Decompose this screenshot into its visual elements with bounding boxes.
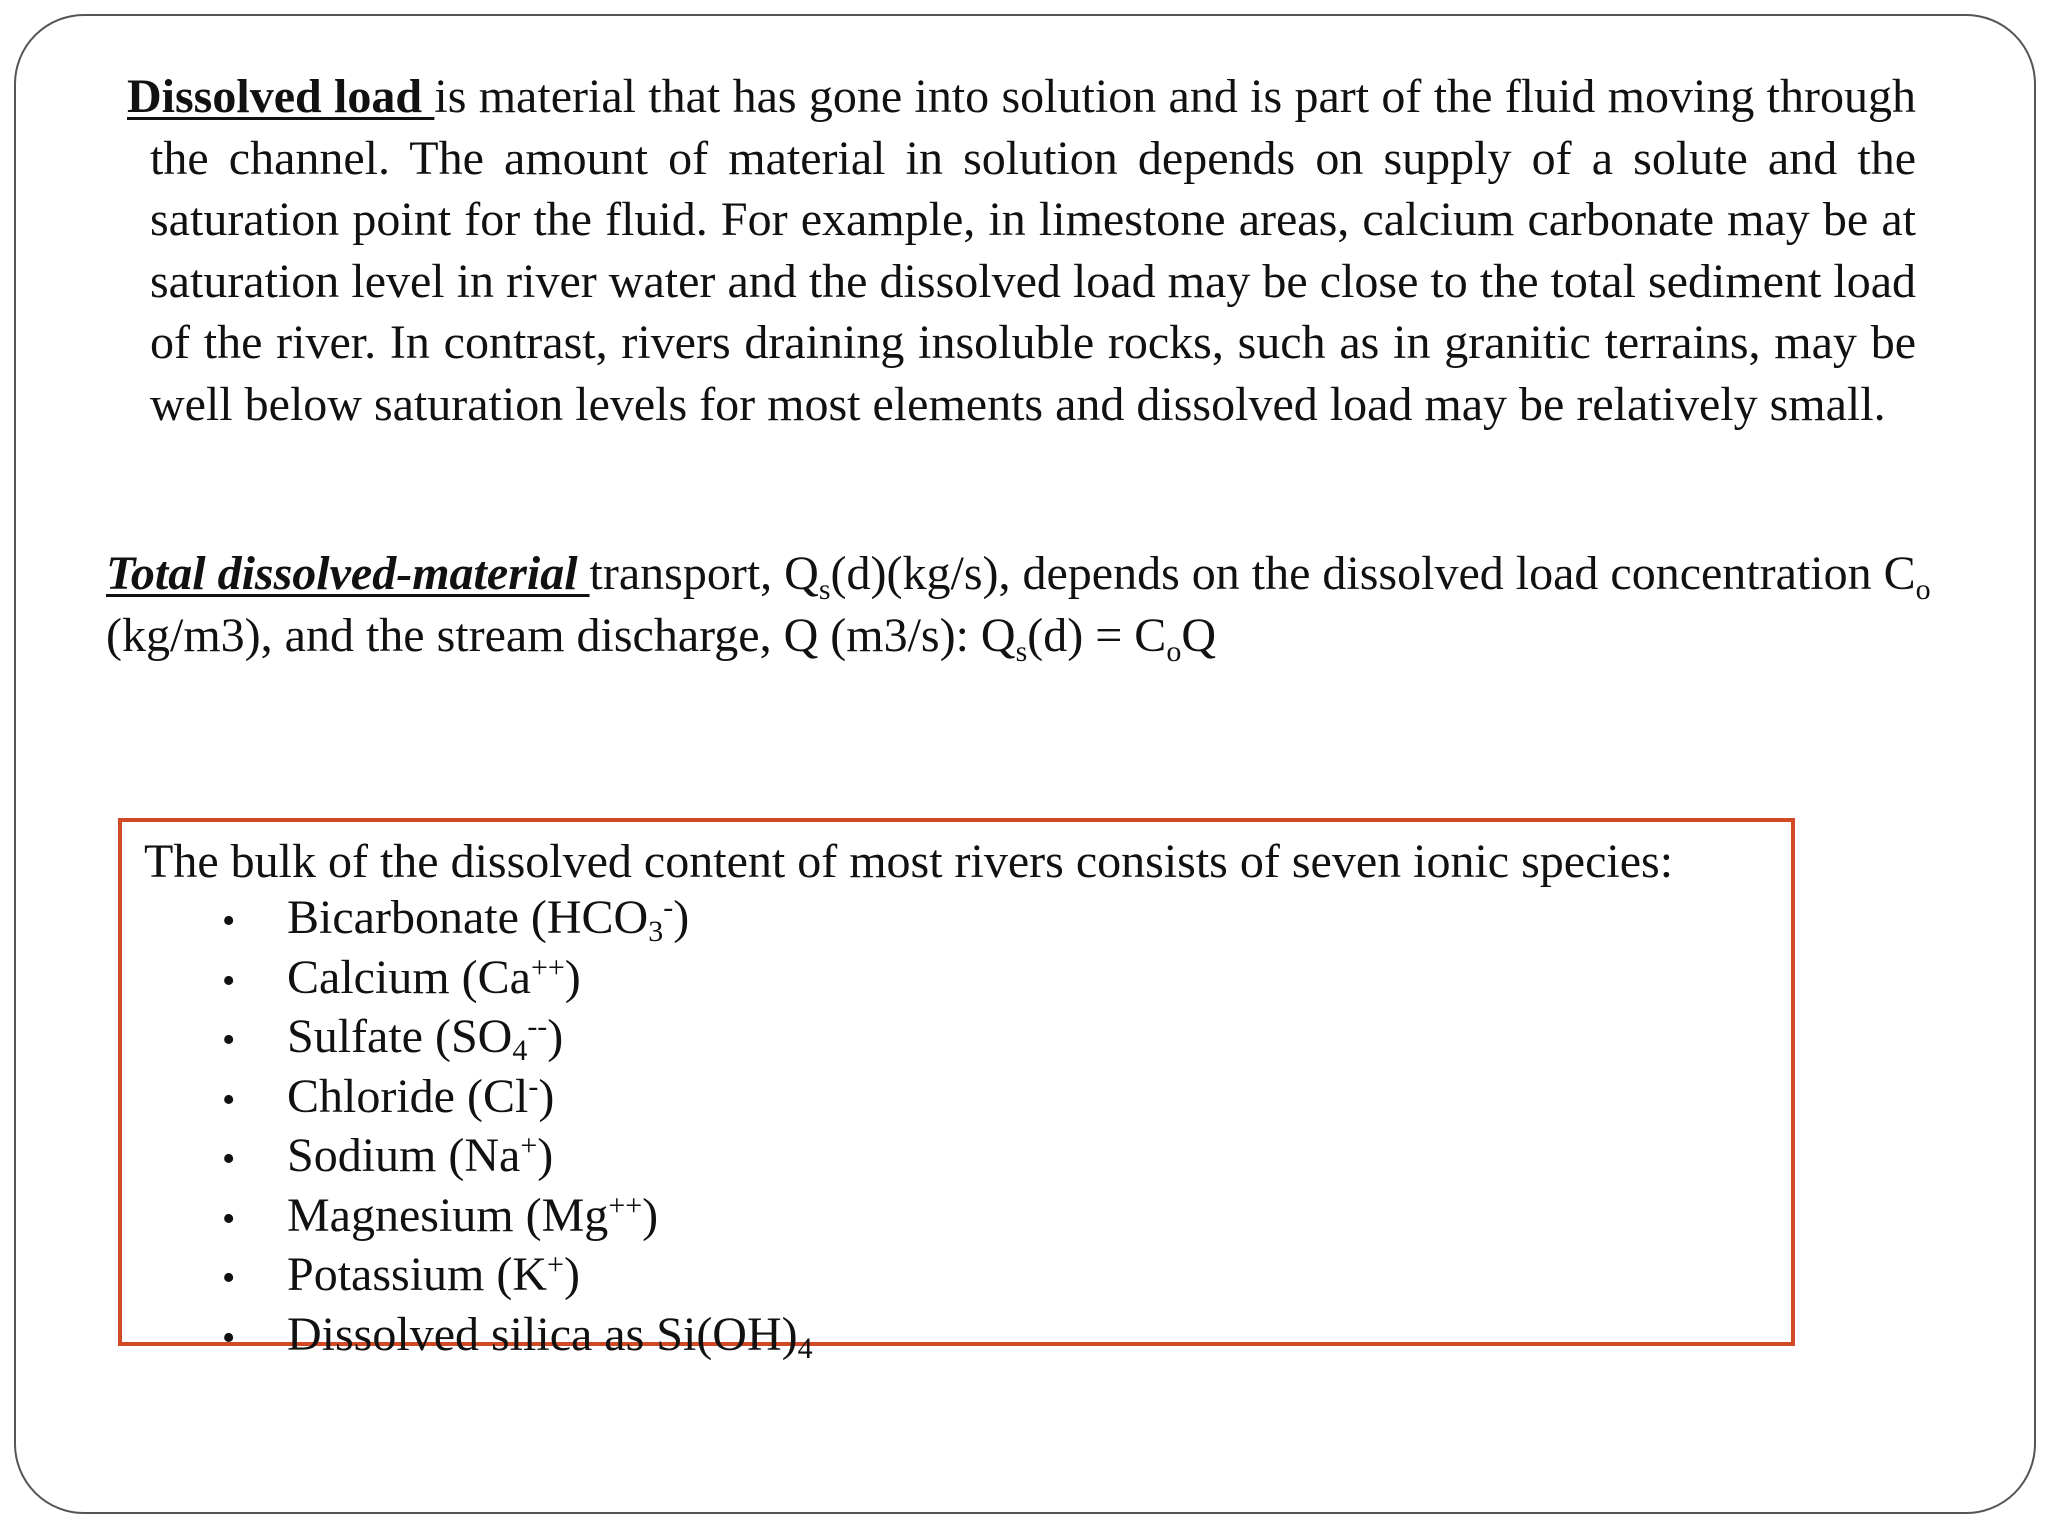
ion-label: Potassium (K — [287, 1248, 548, 1301]
ion-close: ) — [563, 1248, 580, 1301]
ion-label: Sulfate (SO — [287, 1010, 513, 1063]
ion-charge: - — [663, 891, 674, 924]
ion-label: Chloride (Cl — [287, 1069, 529, 1123]
ion-close: ) — [537, 1129, 554, 1182]
ion-close: ) — [673, 891, 690, 944]
ion-label: Calcium (Ca — [287, 950, 531, 1004]
ion-close: ) — [642, 1188, 659, 1242]
para2-text-1: transport, Q — [589, 547, 819, 600]
total-dissolved-term: Total dissolved-material — [106, 547, 590, 600]
ion-label: Sodium (Na — [287, 1129, 521, 1182]
para2-sub-3: s — [1015, 634, 1028, 668]
ion-charge: -- — [527, 1010, 548, 1043]
ionic-species-box — [118, 818, 1795, 1365]
list-item — [222, 1307, 813, 1367]
bullet-icon: • — [222, 1078, 236, 1121]
dissolved-load-text: is material that has gone into solution and is part of the fluid moving through the channel. The amount of material in solution depends on supply of a solute and the saturation point for the fluid. For example, in limestone areas, calcium carbonate may be at saturation level in river water and the dissolved load may be close to the total sediment load of the river. In contrast, rivers draining insoluble rocks, such as in granitic terrains, may be well below saturation levels for most elements and dissolved load may be relatively small. — [150, 70, 1916, 431]
para2-text-4: (d) = C — [1027, 608, 1167, 662]
list-item — [222, 950, 813, 1010]
bullet-icon: • — [222, 900, 236, 942]
list-item — [222, 1009, 813, 1069]
ionic-species-intro: The bulk of the dissolved content of most rivers consists of seven ionic species: — [144, 835, 1674, 888]
ion-charge: - — [528, 1069, 539, 1103]
dissolved-load-paragraph — [127, 66, 1916, 435]
ion-label: Dissolved silica as Si(OH) — [287, 1307, 798, 1361]
bullet-icon: • — [222, 1257, 236, 1299]
ion-subscript: 3 — [648, 915, 664, 948]
bullet-icon: • — [222, 1019, 236, 1061]
list-item — [222, 890, 813, 950]
bullet-icon: • — [222, 959, 236, 1002]
para2-sub-2: o — [1915, 573, 1931, 606]
para2-text-3: (kg/m3), and the stream discharge, Q (m3/s): Q — [106, 608, 1016, 662]
para2-sub-4: o — [1166, 634, 1182, 668]
bullet-icon: • — [222, 1138, 236, 1180]
ion-charge: ++ — [530, 950, 565, 984]
para2-text-2: (d)(kg/s), depends on the dissolved load concentration C — [830, 547, 1916, 600]
para2-text-5: Q — [1181, 608, 1216, 662]
bullet-icon: • — [222, 1316, 236, 1359]
ion-charge: + — [520, 1129, 538, 1162]
ionic-species-list — [222, 890, 813, 1366]
bullet-icon: • — [222, 1197, 236, 1240]
list-item — [222, 1247, 813, 1307]
list-item — [222, 1128, 813, 1188]
total-dissolved-paragraph — [106, 543, 2006, 666]
ion-label: Magnesium (Mg — [287, 1188, 609, 1242]
ion-charge: ++ — [608, 1188, 643, 1222]
ion-close: ) — [538, 1069, 555, 1123]
ion-subscript: 4 — [512, 1034, 528, 1067]
ion-close: ) — [547, 1010, 564, 1063]
ion-charge: + — [547, 1248, 564, 1281]
list-item — [222, 1069, 813, 1129]
ion-close: ) — [564, 950, 581, 1004]
ion-subscript: 4 — [797, 1331, 813, 1365]
ion-label: Bicarbonate (HCO — [287, 891, 649, 944]
dissolved-load-term: Dissolved load — [127, 70, 435, 123]
list-item — [222, 1188, 813, 1248]
para2-sub-1: s — [818, 573, 831, 606]
